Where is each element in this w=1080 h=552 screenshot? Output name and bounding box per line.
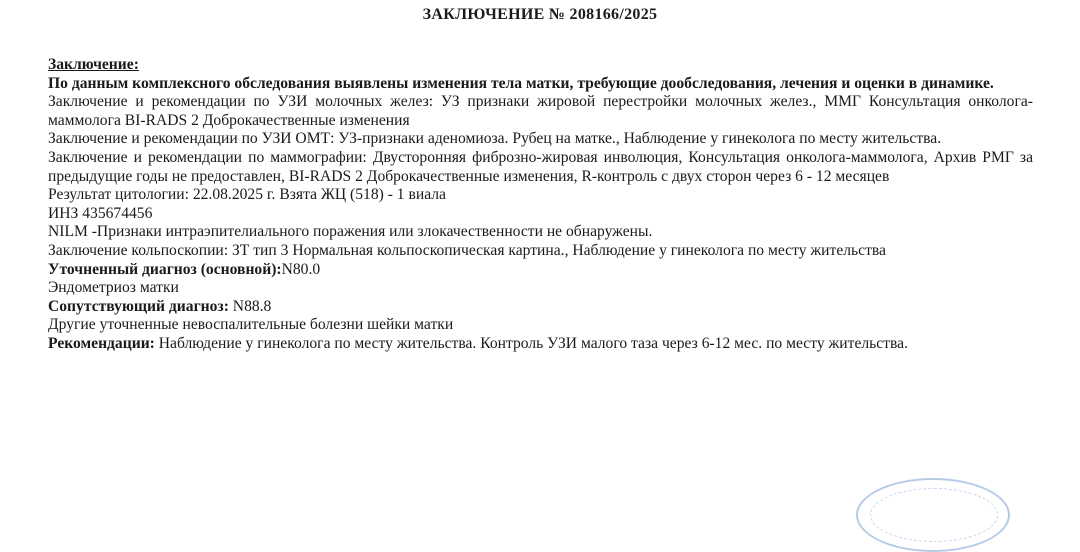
secondary-diagnosis — [48, 298, 1033, 317]
secondary-diagnosis-label: Сопутствующий диагноз: — [48, 297, 229, 315]
recommendations-label: Рекомендации: — [48, 334, 155, 352]
main-diagnosis-code: N80.0 — [281, 260, 321, 278]
conclusion-heading: Заключение: — [48, 56, 139, 73]
mammography-conclusion: Заключение и рекомендации по маммографии: Двусторонняя фиброзно-жировая инволюция, Консультация онколога-маммолога, Архив РМГ за предыдущие годы не предоставлен, BI-RADS 2 Доброкачественные изменения, R-контроль с двух сторон через 6 - 12 месяцев — [48, 148, 1033, 185]
recommendations — [48, 335, 1033, 354]
main-diagnosis-text: Эндометриоз матки — [48, 279, 179, 297]
nilm-result: NILM -Признаки интраэпителиального поражения или злокачественности не обнаружены. — [48, 223, 653, 241]
pelvic-ultrasound-conclusion: Заключение и рекомендации по УЗИ ОМТ: УЗ-признаки аденомиоза. Рубец на матке., Наблюдение у гинеколога по месту жительства. — [48, 130, 942, 148]
document-title: ЗАКЛЮЧЕНИЕ № 208166/2025 — [422, 6, 658, 23]
main-diagnosis — [48, 261, 1033, 280]
inz-number: ИНЗ 435674456 — [48, 204, 153, 222]
cytology-result: Результат цитологии: 22.08.2025 г. Взята ЖЦ (518) - 1 виала — [48, 186, 446, 204]
seal-stamp-inner-ring — [870, 488, 998, 542]
secondary-diagnosis-text: Другие уточненные невоспалительные болезни шейки матки — [48, 316, 454, 334]
main-diagnosis-label: Уточненный диагноз (основной): — [48, 260, 282, 278]
recommendations-text: Наблюдение у гинеколога по месту жительства. Контроль УЗИ малого таза через 6-12 мес. по месту жительства. — [154, 334, 908, 352]
mammary-ultrasound-conclusion: Заключение и рекомендации по УЗИ молочных желез: УЗ признаки жировой перестройки молочных желез., ММГ Консультация онколога-маммолога BI-RADS 2 Доброкачественные изменения — [48, 93, 1033, 129]
colposcopy-conclusion: Заключение кольпоскопии: ЗТ тип 3 Нормальная кольпоскопическая картина., Наблюдение у гинеколога по месту жительства — [48, 241, 886, 259]
secondary-diagnosis-code: N88.8 — [228, 297, 272, 315]
document-body — [48, 56, 1033, 354]
conclusion-text: По данным комплексного обследования выявлены изменения тела матки, требующие дообследования, лечения и оценки в динамике. — [48, 74, 994, 92]
